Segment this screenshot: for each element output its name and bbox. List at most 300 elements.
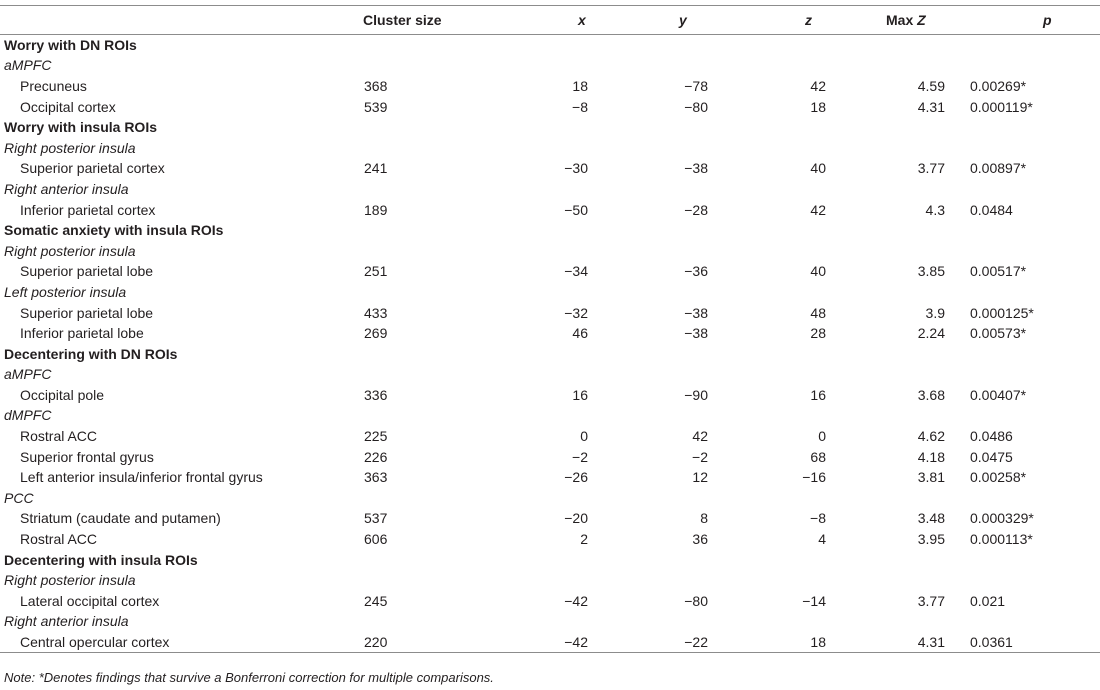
cell-z [740,405,855,426]
value-x: 18 [572,77,588,94]
value-y: −28 [684,201,708,218]
table-row [0,302,1100,323]
cell-z [740,117,855,138]
cell-z [740,570,855,591]
roi-subheader-row [0,405,1100,426]
roi-subheader-row [0,611,1100,632]
table-row [0,76,1100,97]
cell-x [480,405,620,426]
value-x: −20 [564,510,588,527]
roi-subheader-row [0,364,1100,385]
cell-p [970,96,1100,117]
cell-p [970,282,1100,303]
cell-maxz [855,508,970,529]
value-p: 0.0486 [970,428,1013,445]
value-p: 0.00573* [970,325,1027,342]
cell-cluster [340,549,480,570]
value-cluster: 241 [364,160,388,177]
cell-p [970,240,1100,261]
region-label: Lateral occipital cortex [20,592,160,609]
cell-p [970,508,1100,529]
value-maxz: 4.62 [917,428,945,445]
cell-z [740,426,855,447]
value-y: −38 [684,325,708,342]
value-p: 0.000329* [970,510,1034,527]
cell-z [740,385,855,406]
cell-x [480,632,620,653]
cell-maxz [855,302,970,323]
table-row [0,426,1100,447]
region-label: Inferior parietal cortex [20,201,156,218]
cell-p [970,529,1100,550]
value-y: 8 [700,510,708,527]
cell-x [480,364,620,385]
value-cluster: 251 [364,263,388,280]
roi-label: aMPFC [4,366,52,383]
cell-cluster [340,55,480,76]
value-cluster: 225 [364,428,388,445]
value-z: 42 [810,201,826,218]
cell-y [620,282,740,303]
cell-x [480,179,620,200]
cell-maxz [855,76,970,97]
header-max-z-prefix: Max [886,12,914,28]
cell-maxz [855,137,970,158]
roi-label: PCC [4,489,34,506]
table-row [0,508,1100,529]
value-y: 42 [692,428,708,445]
value-z: −16 [802,469,826,486]
value-p: 0.00897* [970,160,1027,177]
header-row [0,6,1100,35]
header-y-label: y [679,12,687,28]
value-x: −34 [564,263,588,280]
value-x: −32 [564,304,588,321]
cell-z [740,179,855,200]
value-x: 0 [580,428,588,445]
table-note [4,670,494,685]
roi-subheader-row [0,137,1100,158]
cell-maxz [855,549,970,570]
cell-y [620,240,740,261]
cell-y [620,611,740,632]
roi-label: Right anterior insula [4,613,129,630]
cell-cluster [340,529,480,550]
value-x: 16 [572,386,588,403]
cell-maxz [855,488,970,509]
cell-y [620,488,740,509]
value-z: −8 [810,510,826,527]
cell-cluster [340,591,480,612]
cell-maxz [855,240,970,261]
value-z: 4 [818,531,826,548]
cell-p [970,611,1100,632]
cell-z [740,240,855,261]
header-max-z-var: Z [917,12,926,28]
cell-p [970,220,1100,241]
group-header-row [0,117,1100,138]
cell-maxz [855,385,970,406]
group-header-row [0,549,1100,570]
cell-p [970,426,1100,447]
cell-p [970,35,1100,56]
cell-maxz [855,158,970,179]
cell-cluster [340,220,480,241]
cell-cluster [340,570,480,591]
value-cluster: 363 [364,469,388,486]
value-maxz: 3.48 [917,510,945,527]
value-maxz: 3.95 [917,531,945,548]
cell-p [970,158,1100,179]
cell-x [480,158,620,179]
cell-cluster [340,508,480,529]
cell-cluster [340,343,480,364]
table-row [0,96,1100,117]
cell-y [620,570,740,591]
value-x: −8 [572,98,588,115]
cell-z [740,35,855,56]
cell-y [620,405,740,426]
cell-x [480,55,620,76]
cell-cluster [340,117,480,138]
value-z: 18 [810,633,826,650]
cell-z [740,302,855,323]
group-label: Worry with DN ROIs [4,37,137,54]
cell-p [970,549,1100,570]
cell-z [740,488,855,509]
cell-y [620,158,740,179]
cell-cluster [340,446,480,467]
cell-p [970,446,1100,467]
cell-y [620,96,740,117]
value-p: 0.000119* [970,98,1033,115]
cell-p [970,76,1100,97]
cell-x [480,323,620,344]
cell-z [740,343,855,364]
cell-x [480,343,620,364]
value-x: 46 [572,325,588,342]
cell-p [970,179,1100,200]
value-maxz: 4.31 [917,633,945,650]
cell-z [740,611,855,632]
value-p: 0.000113* [970,531,1033,548]
value-cluster: 368 [364,77,388,94]
cell-y [620,549,740,570]
value-p: 0.00258* [970,469,1027,486]
value-cluster: 336 [364,386,388,403]
cell-p [970,343,1100,364]
cell-x [480,302,620,323]
cell-cluster [340,405,480,426]
cell-cluster [340,385,480,406]
value-p: 0.021 [970,592,1006,609]
value-x: −30 [564,160,588,177]
value-maxz: 3.9 [925,304,945,321]
roi-subheader-row [0,179,1100,200]
value-x: 2 [580,531,588,548]
cell-y [620,137,740,158]
cell-cluster [340,488,480,509]
value-maxz: 3.85 [917,263,945,280]
value-cluster: 539 [364,98,388,115]
cell-x [480,529,620,550]
value-y: −38 [684,304,708,321]
cell-y [620,35,740,56]
header-max-z [855,6,970,35]
roi-subheader-row [0,55,1100,76]
region-label: Rostral ACC [20,531,98,548]
region-label: Inferior parietal lobe [20,325,144,342]
table-row [0,385,1100,406]
table-header [0,6,1100,35]
cell-x [480,137,620,158]
roi-label: aMPFC [4,57,52,74]
cell-x [480,426,620,447]
cell-z [740,96,855,117]
value-z: 18 [810,98,826,115]
region-label: Superior parietal lobe [20,263,154,280]
value-cluster: 269 [364,325,388,342]
cell-p [970,385,1100,406]
cell-z [740,467,855,488]
cell-z [740,529,855,550]
cell-y [620,261,740,282]
cell-y [620,55,740,76]
value-cluster: 433 [364,304,388,321]
group-label: Decentering with DN ROIs [4,345,178,362]
header-x-label: x [578,12,586,28]
cell-maxz [855,220,970,241]
header-z-label: z [805,12,812,28]
cell-p [970,570,1100,591]
value-y: −80 [684,592,708,609]
cell-y [620,426,740,447]
cell-x [480,508,620,529]
cell-maxz [855,364,970,385]
group-header-row [0,35,1100,56]
cell-maxz [855,117,970,138]
value-z: 42 [810,77,826,94]
value-p: 0.0484 [970,201,1013,218]
cell-p [970,117,1100,138]
region-label: Superior parietal cortex [20,160,165,177]
value-p: 0.00517* [970,263,1027,280]
cell-z [740,55,855,76]
roi-label: dMPFC [4,407,52,424]
cell-y [620,117,740,138]
group-label: Decentering with insula ROIs [4,551,198,568]
cell-z [740,632,855,653]
cell-cluster [340,323,480,344]
cell-y [620,364,740,385]
cell-p [970,405,1100,426]
cell-cluster [340,240,480,261]
roi-subheader-row [0,282,1100,303]
region-label: Superior parietal lobe [20,304,154,321]
cell-y [620,302,740,323]
cell-maxz [855,405,970,426]
table-row [0,591,1100,612]
cell-cluster [340,611,480,632]
cell-x [480,570,620,591]
cell-x [480,220,620,241]
value-p: 0.0361 [970,633,1013,650]
cell-z [740,591,855,612]
cell-maxz [855,611,970,632]
value-z: 68 [810,448,826,465]
value-y: −80 [684,98,708,115]
table-row [0,199,1100,220]
cell-maxz [855,632,970,653]
cell-x [480,199,620,220]
value-cluster: 606 [364,531,388,548]
cell-cluster [340,364,480,385]
value-z: 48 [810,304,826,321]
value-maxz: 3.77 [917,592,945,609]
value-x: −2 [572,448,588,465]
value-z: 40 [810,263,826,280]
cell-p [970,632,1100,653]
header-cluster-size: Cluster size [363,12,442,28]
cell-maxz [855,591,970,612]
value-cluster: 220 [364,633,388,650]
results-table [0,5,1100,653]
roi-label: Right posterior insula [4,572,136,589]
cell-z [740,261,855,282]
cell-x [480,240,620,261]
cell-x [480,385,620,406]
cell-cluster [340,426,480,447]
cell-cluster [340,467,480,488]
table-row [0,467,1100,488]
value-cluster: 189 [364,201,388,218]
region-label: Superior frontal gyrus [20,448,154,465]
value-y: −36 [684,263,708,280]
cell-maxz [855,570,970,591]
cell-x [480,446,620,467]
table-row [0,632,1100,653]
value-z: 16 [810,386,826,403]
cell-p [970,302,1100,323]
cell-p [970,55,1100,76]
roi-label: Right posterior insula [4,242,136,259]
cell-cluster [340,35,480,56]
cell-z [740,137,855,158]
region-label: Central opercular cortex [20,633,170,650]
cell-p [970,137,1100,158]
region-label: Rostral ACC [20,428,98,445]
cell-cluster [340,137,480,158]
cell-x [480,488,620,509]
roi-label: Right posterior insula [4,139,136,156]
value-maxz: 3.68 [917,386,945,403]
cell-x [480,76,620,97]
cell-p [970,467,1100,488]
value-maxz: 3.77 [917,160,945,177]
value-z: 28 [810,325,826,342]
value-y: −78 [684,77,708,94]
cell-y [620,385,740,406]
cell-x [480,549,620,570]
cell-maxz [855,323,970,344]
cell-y [620,179,740,200]
header-x [480,6,620,35]
note-text: *Denotes findings that survive a Bonferroni correction for multiple comparisons. [35,670,494,685]
value-cluster: 245 [364,592,388,609]
cell-y [620,446,740,467]
value-x: −26 [564,469,588,486]
cell-y [620,220,740,241]
value-maxz: 2.24 [917,325,945,342]
cell-maxz [855,446,970,467]
cell-maxz [855,467,970,488]
roi-subheader-row [0,570,1100,591]
cell-y [620,323,740,344]
note-label: Note: [4,670,36,685]
cell-z [740,158,855,179]
cell-p [970,591,1100,612]
value-maxz: 3.81 [917,469,945,486]
value-p: 0.0475 [970,448,1013,465]
region-label: Occipital cortex [20,98,116,115]
cell-y [620,76,740,97]
table-body [0,35,1100,653]
table-row [0,261,1100,282]
cell-z [740,199,855,220]
cell-z [740,76,855,97]
cell-maxz [855,35,970,56]
cell-z [740,323,855,344]
group-header-row [0,343,1100,364]
cell-x [480,467,620,488]
cell-p [970,364,1100,385]
table-row [0,529,1100,550]
region-label: Occipital pole [20,386,105,403]
value-y: −90 [684,386,708,403]
value-maxz: 4.3 [925,201,945,218]
header-z [740,6,855,35]
value-cluster: 537 [364,510,388,527]
cell-maxz [855,96,970,117]
roi-label: Right anterior insula [4,180,129,197]
header-y [620,6,740,35]
cell-x [480,261,620,282]
cell-maxz [855,529,970,550]
value-y: −2 [692,448,708,465]
roi-label: Left posterior insula [4,283,127,300]
cell-cluster [340,199,480,220]
cell-z [740,220,855,241]
cell-y [620,467,740,488]
cell-cluster [340,302,480,323]
region-label: Precuneus [20,77,87,94]
group-label: Somatic anxiety with insula ROIs [4,222,224,239]
cell-z [740,282,855,303]
cell-x [480,35,620,56]
roi-subheader-row [0,240,1100,261]
cell-maxz [855,55,970,76]
cell-p [970,261,1100,282]
table-row [0,323,1100,344]
cell-maxz [855,199,970,220]
value-y: −38 [684,160,708,177]
value-p: 0.00407* [970,386,1027,403]
cell-cluster [340,96,480,117]
cell-cluster [340,632,480,653]
cell-x [480,282,620,303]
value-maxz: 4.18 [917,448,945,465]
cell-z [740,364,855,385]
